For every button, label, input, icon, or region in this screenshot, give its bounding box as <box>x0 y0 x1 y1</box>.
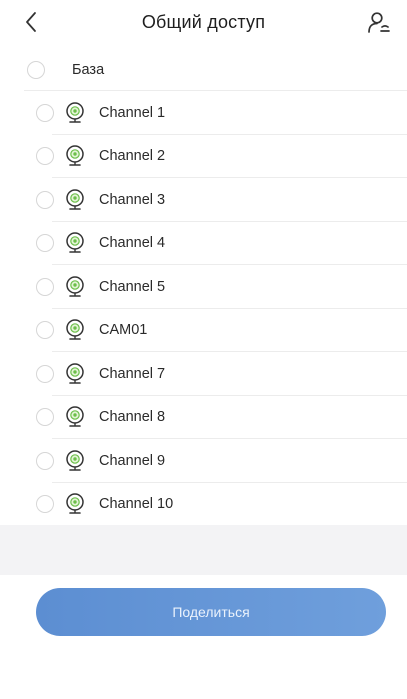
radio-button[interactable] <box>36 321 54 339</box>
channel-label: Channel 9 <box>99 452 166 469</box>
radio-button[interactable] <box>36 495 54 513</box>
channel-label: Channel 3 <box>99 191 166 208</box>
channel-label: Channel 8 <box>99 409 166 426</box>
camera-icon <box>64 275 86 299</box>
radio-button[interactable] <box>36 234 54 252</box>
channel-label: Channel 7 <box>99 365 166 382</box>
radio-button[interactable] <box>36 452 54 470</box>
channel-label: CAM01 <box>99 322 148 339</box>
list-item-root[interactable] <box>0 48 407 91</box>
radio-button[interactable] <box>36 278 54 296</box>
share-button[interactable]: Поделиться <box>36 588 386 636</box>
channel-label: Channel 10 <box>99 496 174 513</box>
spacer-band <box>0 525 407 575</box>
camera-icon <box>64 449 86 473</box>
list-item-channel[interactable] <box>0 222 407 266</box>
share-users-button[interactable] <box>365 8 395 38</box>
radio-button[interactable] <box>36 104 54 122</box>
page-title: Общий доступ <box>141 12 266 32</box>
device-tree <box>0 48 407 526</box>
list-item-channel[interactable] <box>0 439 407 483</box>
list-item-channel[interactable] <box>0 309 407 353</box>
channel-label: Channel 4 <box>99 235 166 252</box>
camera-icon <box>64 231 86 255</box>
list-item-channel[interactable] <box>0 265 407 309</box>
radio-button[interactable] <box>36 408 54 426</box>
header <box>0 0 407 46</box>
users-icon <box>365 8 395 38</box>
list-item-channel[interactable] <box>0 135 407 179</box>
group-label: База <box>72 61 105 78</box>
radio-button[interactable] <box>27 61 45 79</box>
camera-icon <box>64 492 86 516</box>
list-item-channel[interactable] <box>0 91 407 135</box>
radio-button[interactable] <box>36 191 54 209</box>
camera-icon <box>64 144 86 168</box>
list-item-channel[interactable] <box>0 352 407 396</box>
camera-icon <box>64 101 86 125</box>
radio-button[interactable] <box>36 365 54 383</box>
channel-label: Channel 5 <box>99 278 166 295</box>
camera-icon <box>64 405 86 429</box>
camera-icon <box>64 318 86 342</box>
list-item-channel[interactable] <box>0 483 407 527</box>
channel-label: Channel 2 <box>99 148 166 165</box>
channel-label: Channel 1 <box>99 104 166 121</box>
camera-icon <box>64 188 86 212</box>
list-item-channel[interactable] <box>0 396 407 440</box>
camera-icon <box>64 362 86 386</box>
radio-button[interactable] <box>36 147 54 165</box>
list-item-channel[interactable] <box>0 178 407 222</box>
